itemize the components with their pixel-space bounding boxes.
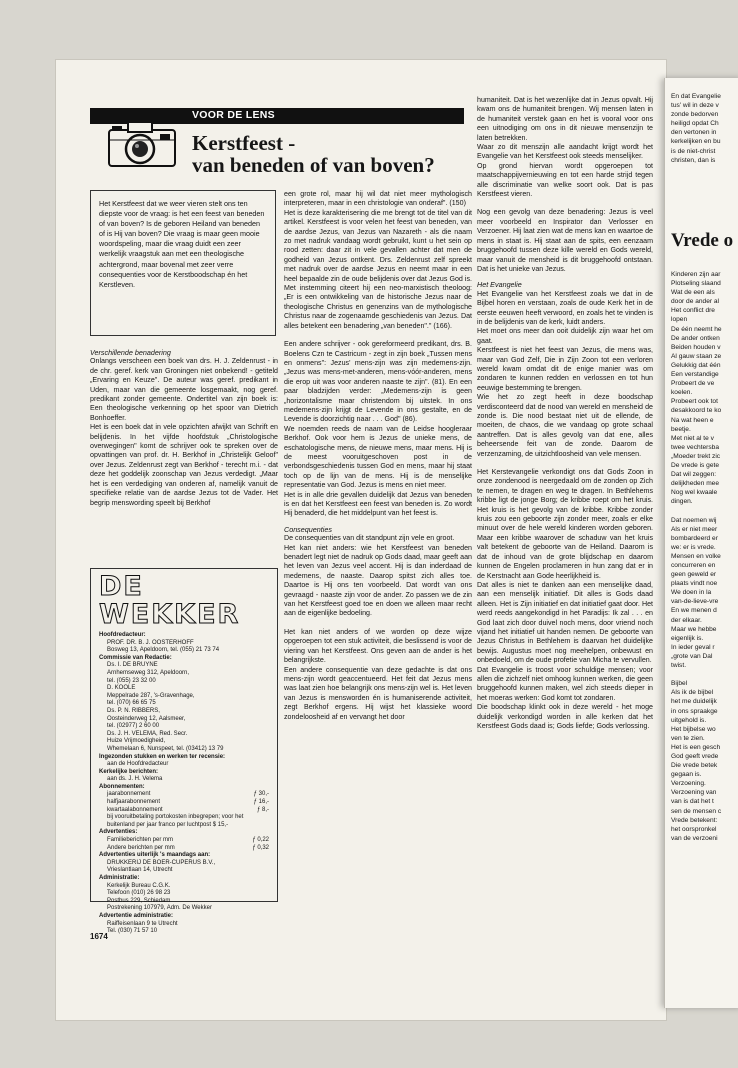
colophon-price-row (99, 837, 269, 845)
column-1 (90, 342, 278, 508)
price-value: ƒ 8,- (256, 806, 269, 813)
colophon-heading: Administratie: (99, 875, 140, 881)
right-page-line: sen de mensen c (671, 807, 722, 815)
right-page-line: het oorspronkel (671, 825, 717, 833)
colophon-line: Huize Vrijmoedigheid, (107, 738, 166, 745)
right-body-lines (671, 270, 738, 843)
colophon-line: Vrieslantlaan 14, Utrecht (107, 867, 173, 874)
right-page-line: Het bijbelse wo (671, 725, 716, 733)
colophon-line: Ds. J. H. VELEMA, Red. Secr. (107, 730, 188, 737)
right-page-line: Een verstandige (671, 371, 719, 379)
colophon-line: Ds. P. N. RIBBERS, (107, 707, 160, 714)
paragraph: Een andere consequentie van deze gedachte is dat ons mens-zijn wordt geaccentueerd. Het feit dat Jezus mens was laat zien hoe belangrijk ons mens-zijn wel is. Het leven van Jezus is mensworden én is humaniserende activiteit, zegt Berkhof ergens. Hij wijst het klassieke woord zondeloosheid af en vervangt het door (284, 665, 472, 721)
page-number: 1674 (90, 932, 108, 941)
right-page-line: Verzoening. (671, 780, 706, 788)
colophon-heading: Advertentie administratie: (99, 912, 174, 919)
right-page-line: Bijbel (671, 680, 688, 688)
price-value: ƒ 30,- (253, 791, 269, 798)
paragraph: Op grond hiervan wordt opgeroepen tot maatschappijvernieuwing en tot een harde strijd tegen alle discriminatie van welke soort ook. Dat is pas Kerstfeest vieren. (477, 161, 653, 199)
right-page-line: Al gauw staan ze (671, 352, 722, 360)
heading-verschillende: Verschillende benadering (90, 348, 171, 357)
right-page-line: dingen. (671, 498, 693, 506)
right-page-line: Plotseling slaand (671, 280, 721, 288)
paragraph: Het kan niet anders of we worden op deze wijze opgeroepen tot een stuk activiteit, die beslissend is voor de viering van het Kerstfeest. Ons geven aan de ander is het belangrijkste. (284, 627, 472, 665)
right-page-line: Nog wel kwaalе (671, 489, 718, 497)
right-page-line: lopen (671, 316, 688, 324)
colophon-line: Raiffeisenlaan 9 te Utrecht (107, 920, 178, 927)
right-page-line: van de verzoeni (671, 834, 718, 842)
colophon-line: Telefoon (010) 26 98 23 (107, 890, 171, 897)
paragraph: Het kan niet anders: wie het Kerstfeest van beneden benadert legt niet de nadruk op Gods daad, maar geeft aan het leven van Jezus veel accent. Hij is dan inderdaad de medemens, de naaste. Daarop spitst zich alles toe. Daartoe is Hij ons ten voorbeeld. Dat wordt van ons gevraagd - naaste zijn voor de ander. Zo passen we de zin van het Kerstfeest goed toe en doen we alleen maar recht aan de eigenlijke bedoeling. (284, 543, 472, 618)
right-page-line: En dat Evangelie (671, 93, 721, 100)
right-page-line: uitgehold is. (671, 716, 707, 724)
colophon-heading: Commissie van Redactie: (99, 654, 172, 661)
paragraph: Het is deze karakterisering die me brengt tot de titel van dit artikel. Kerstfeest is voor velen het feest van beneden, van de aardse Jezus, van Jezus van Nazareth - als die naam zo met nadruk vandaag wordt gebruikt, kunt u het sein op rood zetten: daar zit in vele gevallen achter dat men de godheid van Jezus ontkent. Drs. Zeldenrust zelf spreekt met nadruk over de aardse Jezus en neemt maar in een heel bepaalde zin de oude belijdenis over dat Jezus God is. Met instemming citeert hij een neo-marxistisch theoloog: „Er is een ontwikkeling van de historische Jezus naar de theologische Christus en genenzins van de mythologische Christus naar de zogenaamde geschiedenis van Jezus. Dat alles betekent een benadering „van beneden"." (166). (284, 208, 472, 330)
right-page-line: desakkoord te ko (671, 407, 722, 415)
colophon-price-row (99, 807, 269, 815)
colophon-line: aan de Hoofdredacteur (107, 761, 169, 768)
colophon-line: D. KOOLE (107, 685, 136, 692)
colophon-heading: Ingezonden stukken en werken ter recensie: (99, 753, 226, 760)
right-page-line: Het is een gesch (671, 743, 721, 751)
colophon-line: Whemelaan 6, Nunspeet, tel. (03412) 13 79 (107, 745, 224, 752)
right-page-line: in ons spraakge (671, 707, 718, 715)
intro-box: Het Kerstfeest dat we weer vieren stelt ons ten diepste voor de vraag: is het een feest van beneden of van boven? Is de geboren Heiland van beneden of is Hij van boven? Die vraag is maar geen mooie woordspeling, maar die vraag duidt een zeer werkelijk vraagstuk aan met een theologische achtergrond, maar bovenal met zeer verre consequenties voor de Kerstboodschap én het Kerstleven. (90, 190, 276, 336)
colophon-line: Postbus 229, Schiedam (107, 897, 171, 904)
colophon-line: DRUKKERIJ DE BOER-CUPERUS B.V., (107, 859, 216, 866)
de-wekker-logo: DE WEKKER (99, 571, 241, 630)
right-page-line: „Moeder trekt zic (671, 452, 721, 460)
paragraph: Het is een boek dat in vele opzichten afwijkt van Schrift en belijdenis. In het vijfde hoofdstuk „Christologische overwegingen" komt de schrijver ook te spreken over de opvattingen van prof. dr. H. Berkhof in „Christelijk Geloof" over Jezus. Zeldenrust zegt van Berkhof - terecht m.i. - dat deze het goddelijk zoonschap van Jezus verdedigt. „Maar het is een verdediging van onderen af, namelijk vanuit de specifieke relatie van de aardse Jezus tot de Vader. Het begrip menswording speelt bij Berkhof (90, 423, 278, 507)
right-page-line: we: er is vrede. (671, 543, 716, 551)
right-page-line: We doen in la (671, 589, 712, 597)
right-page-line: De ander ontken (671, 334, 720, 342)
right-heading: Vrede o (671, 230, 734, 251)
article-title (192, 132, 462, 176)
colophon-line: Bosweg 13, Apeldoorn, tel. (055) 21 73 74 (107, 647, 220, 654)
right-page-line: eigenlijk is. (671, 634, 704, 642)
colophon-line: bij vooruitbetaling portokosten inbegrepen; voor het buitenland per jaar franco per luchtpost $ 15,- (107, 814, 244, 828)
heading-consequenties: Consequenties (284, 524, 332, 534)
paragraph: Kerstfeest is niet het feest van Jezus, die mens was, maar van God Zelf, Die in Zijn Zoon tot een verloren wereld kwam omdat dit de enige manier was om zondaren te kunnen redden en verlossen en tot hun eeuwige bestemming te brengen. (477, 346, 653, 392)
right-page-line: kerkelijken en bu (671, 138, 721, 146)
right-page-line: het me duidelijk (671, 698, 717, 706)
paragraph: een grote rol, maar hij wil dat niet meer mythologisch interpreteren, maar in een christologie van onderaf". (150) (284, 190, 472, 208)
colophon-price-row (99, 845, 269, 853)
column-2 (284, 190, 472, 722)
colophon-line: Oosteinderweg 12, Aalsmeer, (107, 715, 186, 722)
colophon-lines (99, 632, 269, 936)
title-line-1: Kerstfeest - (192, 131, 296, 155)
colophon-heading: Advertenties uiterlijk 's maandags aan: (99, 852, 211, 859)
colophon-line: Arnhemseweg 312, Apeldoorn, (107, 669, 190, 676)
right-page-line: heiligd opdat Ch (671, 120, 719, 128)
colophon-line: Meppelrade 287, 's-Gravenhage, (107, 692, 195, 699)
right-page-line (671, 670, 738, 679)
heading-evangelie: Het Evangelie (477, 280, 522, 290)
colophon-heading: Hoofdredacteur: (99, 632, 146, 638)
right-page-line: Die vrede betek (671, 762, 718, 770)
right-page-line: Vrede betekent: (671, 816, 718, 824)
right-page-line: Dat wil zeggen: (671, 471, 717, 479)
paragraph: Waar zo dit menszijn alle aandacht krijgt wordt het Evangelie van het Kerstfeest ook steeds menselijker. (477, 143, 653, 161)
right-page-line: zonde bedorven (671, 111, 719, 119)
right-page-line: twee vechtersba (671, 443, 720, 451)
right-page-line: Gelukkig dat één (671, 361, 721, 369)
right-page-line: De één neemt he (671, 325, 722, 333)
right-page-line: plaats vindt noe (671, 580, 718, 588)
colophon-line: tel. (070) 66 65 75 (107, 700, 156, 707)
right-page-line: ven te zien. (671, 734, 705, 742)
camera-icon (106, 116, 182, 170)
right-page (664, 78, 738, 1008)
colophon-price-row (99, 791, 269, 799)
right-page-line: En we menen d (671, 607, 717, 615)
paragraph: We noemden reeds de naam van de Leidse hoogleraar Berkhof. Ook voor hem is Jezus de unieke mens, de eschatologische mens, de nieuwe mens, maar mens. Hij is de meest vooruitgeschoven post in de verbondsgeschiedenis tussen God en mens, maar hij staat toch op de lijn van de mens. Hij is de menselijke representatie van God. Jezus is mens en niet meer. (284, 424, 472, 490)
right-page-line: bombardeerd er (671, 534, 718, 542)
paragraph: Wie het zo zegt heeft in deze boodschap verdisconteerd dat de nood van wereld en mensheid de zonde is. Die nood bestaat niet uit de ellende, de moeiten, de chaos, die we vandaag op grote schaal aantreffen. Dat is alles gevolg van dat ene, alles beheersende feit van de zonde. Daarom de verzenzaming, de uitzichtloosheid van vele mensen. (477, 393, 653, 458)
paragraph: Onlangs verscheen een boek van drs. H. J. Zeldenrust - in de chr. geref. kerk van Groningen niet onbekend! - getiteld „Ervaring en Keuze". De auteur was geref. predikant in Uden, maar van die gemeente losgemaakt, nog geref. predikant zonder gemeente. Ondertitel van zijn boek is: Een theologische verkenning op het spoor van Dietrich Bonhoeffer. (90, 357, 278, 422)
price-label: jaarabonnement (107, 791, 151, 798)
right-page-line (671, 506, 738, 515)
colophon-heading: Kerkelijke berichten: (99, 768, 159, 775)
paragraph: Nog een gevolg van deze benadering: Jezus is veel meer voorbeeld en Inspirator dan Verlosser en Verzoener. Hij laat zien wat de mens kan en waartoe de mens in staat is. Hij staat aan de spits, een eenzaam bruggehoofd tussen deze kille wereld en Gods wereld, maar vanuit de mensheid is dit bruggehoofd ontstaan. Dat is het unieke van Jezus. (477, 208, 653, 273)
price-label: Familieberichten per mm (107, 837, 174, 844)
right-page-line: Kinderen zijn aar (671, 271, 721, 278)
colophon-price-row (99, 799, 269, 807)
right-page-line: koelen. (671, 389, 693, 397)
colophon-box (90, 568, 278, 935)
colophon-line: Postrekening 107979, Adm. De Wekker (107, 905, 212, 912)
section-label: VOOR DE LENS (192, 109, 275, 121)
right-page-line: Als er niet meer (671, 525, 718, 533)
colophon-line: tel. (055) 23 32 00 (107, 677, 156, 684)
paragraph: humaniteit. Dat is het wezenlijke dat in Jezus opvalt. Hij kwam ons de humaniteit brengen. Wij mensen laten in de humaniteit verstek gaan en het is vooral voor ons een uitnodiging om ons in dit nieuwe mensenzijn te laten betrekken. (477, 96, 653, 142)
paragraph: Dat Evangelie is troost voor schuldige mensen; voor allen die zichzelf niet omhoog kunnen werken, die geen bruggehoofd kunnen maken, wel zich steeds dieper in het moeras werken: God komt tot zondaren. (477, 665, 653, 702)
paragraph: Het is in alle drie gevallen duidelijk dat Jezus van beneden is en dat het Kerstfeest een feest van beneden is. Zo wordt Hij benaderd, die het middelpunt van het feest is. (284, 490, 472, 518)
price-label: halfjaarabonnement (107, 799, 161, 806)
right-top-lines (671, 92, 738, 165)
right-page-line: gegaan is. (671, 771, 702, 779)
paragraph: Die boodschap klinkt ook in deze wereld - het moge duidelijk verkondigd worden in alle kerken dat het Kerstfeest Gods daad is; Gods liefde; Gods verlossing. (477, 703, 653, 730)
colophon-line: Tel. (030) 71 57 10 (107, 928, 158, 935)
paragraph: Het moet ons meer dan ooit duidelijk zijn waar het om gaat. (477, 327, 653, 345)
paragraph: De consequenties van dit standpunt zijn vele en groot. (284, 534, 455, 543)
paragraph: Dat alles is niet te danken aan een menselijke daad, aan een menselijk initiatief. Dit alles is Gods daad alleen. Het is Zijn initiatief en dat initiatief gaat door. Het werd reeds aangekondigd in het Paradijs: Ik zal . . . en God laat zich door duivel noch mens, door vriend noch vijand het initiatief uit handen nemen. De geboorte van Jezus Christus in Bethlehem is daarvan het duidelijke bewijs. Augustus moet nog meehelpen, onbewust en onbedoeld, om de oude profetie van Micha te vervullen. (477, 580, 653, 665)
colophon-line: Ds. I. DE BRUYNE (107, 662, 158, 669)
right-page-line: Probeert ook tot (671, 398, 718, 406)
colophon-heading: Abonnementen: (99, 783, 145, 790)
right-page-line: geen geweld er (671, 571, 717, 579)
right-page-line: delijkheden mee (671, 480, 720, 488)
right-page-line: concurreren en (671, 562, 716, 569)
right-page-line: beetje. (671, 425, 691, 433)
right-page-line: In ieder geval r (671, 643, 715, 651)
column-3 (477, 96, 653, 946)
right-page-line: den vertonen in (671, 129, 717, 137)
right-page-line: der elkaar. (671, 616, 702, 624)
title-line-2: van beneden of van boven? (192, 153, 435, 177)
right-page-line: Mensen en volke (671, 552, 721, 560)
paragraph: Het Kerstevangelie verkondigt ons dat Gods Zoon in onze zondenood is neergedaald om de zonden op Zich te nemen, te dragen en weg te dragen. In Bethlehems kribbe ligt de jonge Borg; de kribbe roept om het kruis. Het kruis is het gevolg van de kribbe. Kribbe zonder kruis zou een geboorte zijn zonder meer, zoals er elke minuut over de hele wereld kinderen worden geboren. Maar een kribbe waarover de schaduw van het kruis valt betekent de geboorte van de Heiland. Daarom is dat de inhoud van de grote blijdschap en daarom kunnen de Engelen proclameren in hun zang dat er in de Kerstnacht aan Gode heerlijkheid is. (477, 468, 653, 580)
right-page-line: christen, dan is (671, 156, 716, 164)
right-page-line: „grote van Dal (671, 652, 713, 660)
colophon-line: tel. (02977) 2 60 00 (107, 723, 160, 730)
right-page-line: Het conflict dre (671, 307, 715, 315)
right-page-line: Verzoening van (671, 789, 717, 797)
right-page-line: Probeert de ve (671, 380, 715, 388)
right-page-line: Dat noemen wij (671, 516, 717, 524)
right-page-line: twist. (671, 662, 687, 670)
colophon-line: aan ds. J. H. Velema (107, 776, 163, 783)
right-page-line: door de ander al (671, 298, 720, 306)
price-value: ƒ 0,22 (252, 837, 269, 844)
paragraph: Het Evangelie van het Kerstfeest zoals we dat in de Bijbel horen en verstaan, zoals de oude Kerk het in de eerste eeuwen heeft verwoord, en zoals het te vinden is in de belijdenis van de kerk, luidt anders. (477, 289, 653, 326)
colophon-line: PROF. DR. B. J. OOSTERHOFF (107, 639, 194, 646)
price-label: Andere berichten per mm (107, 844, 175, 851)
paragraph: Een andere schrijver - ook gereformeerd predikant, drs. B. Boelens Czn te Castricum - zegt in zijn boek „Tussen mens en onmens": Jezus' mens-zijn was zijn medemens-zijn. „Jezus was mens-met-anderen, mens-vóór-anderen, mens die erop uit was voor anderen naaste te zijn". (81). En een paar bladzijden verder: „Medemens-zijn is geen „horizontalisme maar christendom bij uitstek. In ons medemens-zijn krijgt de Levende in ons gestalte, en de Levende is doorzichtig naar . . . God" (86). (284, 340, 472, 424)
right-page-line: Maar we hebbe (671, 625, 717, 633)
right-page-line: Als ik de bijbel (671, 689, 714, 697)
right-page-line: tus' wil in deze v (671, 102, 719, 110)
price-value: ƒ 0,32 (252, 844, 269, 851)
colophon-heading: Advertenties: (99, 829, 138, 836)
price-value: ƒ 16,- (253, 799, 269, 806)
right-page-line: De vrede is gete (671, 461, 720, 469)
colophon-line: Kerkelijk Bureau C.G.K. (107, 882, 171, 889)
price-label: kwartaalabonnement (107, 806, 163, 813)
right-page-line: God geeft vrede (671, 752, 719, 760)
right-page-line: is de niet-christ (671, 147, 716, 155)
right-page-line: Wat de een als (671, 289, 715, 297)
right-page-line: Beiden houden v (671, 343, 721, 351)
right-page-line: van-de-lieve-vre (671, 598, 719, 606)
right-page-line: Na wat heen e (671, 416, 714, 424)
right-page-line: van is dat het t (671, 798, 714, 806)
right-page-line: Met niet al te v (671, 434, 714, 442)
